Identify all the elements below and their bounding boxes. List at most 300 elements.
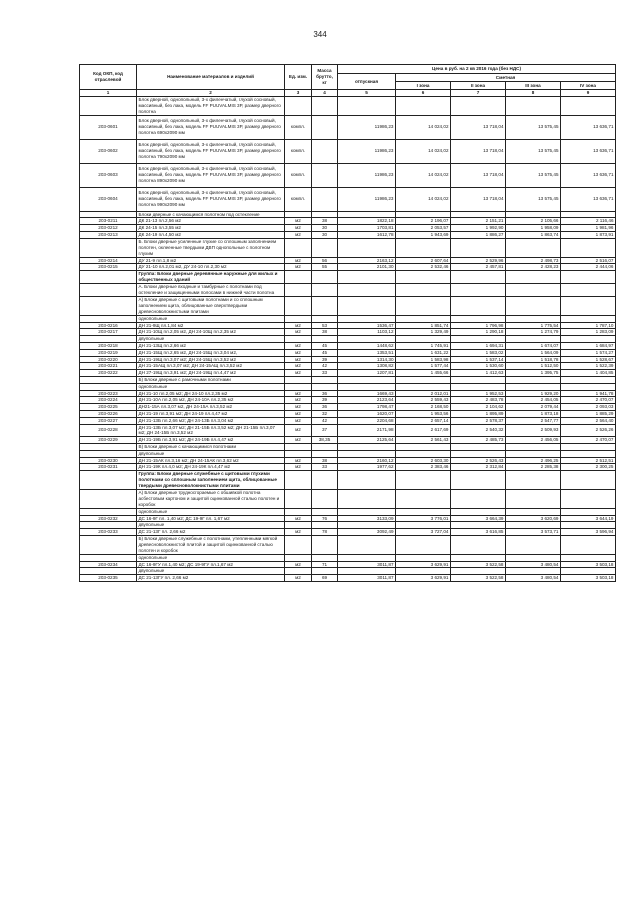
price-otpusk-cell: 1977,62 — [338, 464, 396, 471]
price-zone4-cell: 2 300,25 — [561, 464, 616, 471]
code-cell — [80, 443, 137, 450]
price-zone2-cell: 1 412,63 — [451, 370, 506, 377]
price-zone4-cell: 1 684,97 — [561, 342, 616, 349]
name-cell: А) Блоки дверные с щитовыми полотнами и со сплошным заполнением щита, облицованные сверхтвердыми древесноволокнистыми плитами — [137, 296, 285, 315]
code-cell: 203-0217 — [80, 329, 137, 336]
code-cell: 203-0234 — [80, 561, 137, 568]
price-otpusk-cell: 1448,62 — [338, 342, 396, 349]
price-zone2-cell — [451, 450, 506, 457]
name-cell: Б) Блоки дверные служебные с полотнами, утепленными мягкой древесноволокнистой плитой и защитой оцинкованной сталью полотен и коробок — [137, 536, 285, 555]
price-zone4-cell: 1 283,09 — [561, 329, 616, 336]
price-zone3-cell — [506, 296, 561, 315]
name-cell: ДН 21-19 пл.3,91 м2; ДН 24-19 пл.4,47 м2 — [137, 410, 285, 417]
unit-cell — [285, 238, 312, 257]
price-table — [79, 64, 616, 582]
price-zone4-cell: 2 470,07 — [561, 397, 616, 404]
code-cell — [80, 96, 137, 115]
col-num-8: 8 — [506, 90, 561, 97]
price-zone2-cell: 1 530,60 — [451, 363, 506, 370]
price-zone4-cell — [561, 522, 616, 529]
code-cell — [80, 522, 137, 529]
price-zone2-cell: 13 718,04 — [451, 139, 506, 163]
price-zone3-cell — [506, 508, 561, 515]
price-zone2-cell — [451, 238, 506, 257]
unit-cell: м2 — [285, 363, 312, 370]
price-zone1-cell: 2 607,64 — [396, 257, 451, 264]
table-row — [80, 329, 616, 336]
price-zone2-cell — [451, 554, 506, 561]
price-zone4-cell — [561, 554, 616, 561]
price-zone3-cell — [506, 238, 561, 257]
price-zone3-cell — [506, 554, 561, 561]
unit-cell: м2 — [285, 342, 312, 349]
price-zone1-cell: 3 629,91 — [396, 561, 451, 568]
unit-cell — [285, 296, 312, 315]
mass-cell — [312, 568, 338, 575]
price-zone3-cell: 1 958,09 — [506, 225, 561, 232]
price-zone3-cell: 2 105,66 — [506, 218, 561, 225]
price-zone2-cell — [451, 271, 506, 284]
header-zone-3: III зона — [506, 82, 561, 90]
price-zone1-cell: 2 603,30 — [396, 457, 451, 464]
section-text-row — [80, 490, 616, 509]
header-code: Код ОКП, код отраслевой — [80, 65, 137, 90]
unit-cell: м2 — [285, 575, 312, 582]
mass-cell: 78 — [312, 529, 338, 536]
price-otpusk-cell: 2160,12 — [338, 457, 396, 464]
mass-cell — [312, 284, 338, 297]
name-cell: ДН 21-13Б пл.2,66 м2; ДН 24-13Б пл.3,04 м2 — [137, 417, 285, 424]
price-zone4-cell — [561, 315, 616, 322]
unit-cell: м2 — [285, 349, 312, 356]
mass-cell: 53 — [312, 322, 338, 329]
table-row — [80, 561, 616, 568]
price-zone4-cell: 13 636,71 — [561, 163, 616, 187]
price-zone4-cell: 1 574,27 — [561, 349, 616, 356]
section-text-row — [80, 211, 616, 218]
mass-cell — [312, 508, 338, 515]
code-cell: 203-0214 — [80, 257, 137, 264]
price-zone1-cell: 1 329,49 — [396, 329, 451, 336]
unit-cell: м2 — [285, 457, 312, 464]
price-zone2-cell: 3 616,85 — [451, 529, 506, 536]
price-zone4-cell — [561, 376, 616, 383]
code-cell — [80, 284, 137, 297]
price-otpusk-cell: 11986,23 — [338, 139, 396, 163]
name-cell: ДН 21-15АЩ пл.3,07 м2; ДН 24-15АЩ пл.3,52 м2 — [137, 363, 285, 370]
price-zone1-cell: 14 024,02 — [396, 139, 451, 163]
price-zone2-cell — [451, 211, 506, 218]
table-row — [80, 115, 616, 139]
unit-cell: м2 — [285, 464, 312, 471]
mass-cell: 45 — [312, 342, 338, 349]
name-cell: ДН 21-19К пл.4,0 м2; ДН 24-19К пл.4,47 м2 — [137, 464, 285, 471]
name-cell: однопольные — [137, 554, 285, 561]
price-zone1-cell: 14 024,02 — [396, 187, 451, 211]
price-zone1-cell: 1 943,69 — [396, 231, 451, 238]
table-row — [80, 437, 616, 444]
code-cell — [80, 383, 137, 390]
price-zone1-cell: 2 053,57 — [396, 225, 451, 232]
mass-cell — [312, 296, 338, 315]
price-zone3-cell: 13 575,45 — [506, 139, 561, 163]
price-zone2-cell: 3 522,58 — [451, 575, 506, 582]
mass-cell — [312, 336, 338, 343]
price-zone4-cell — [561, 96, 616, 115]
price-zone1-cell: 2 532,46 — [396, 264, 451, 271]
price-zone2-cell — [451, 296, 506, 315]
price-zone4-cell: 2 470,07 — [561, 437, 616, 444]
unit-cell — [285, 271, 312, 284]
table-row — [80, 529, 616, 536]
price-zone1-cell: 2 383,46 — [396, 464, 451, 471]
price-zone3-cell: 1 863,74 — [506, 231, 561, 238]
name-cell: ДК 21-13 пл.2,56 м2 — [137, 218, 285, 225]
section-text-row — [80, 383, 616, 390]
name-cell: ДН21-15А пл.3,07 м2, ДН 24-15А пл.3,52 м2 — [137, 404, 285, 411]
table-row — [80, 231, 616, 238]
unit-cell: м2 — [285, 417, 312, 424]
price-zone2-cell — [451, 490, 506, 509]
price-zone1-cell: 1 631,22 — [396, 349, 451, 356]
code-cell — [80, 508, 137, 515]
price-zone1-cell: 3 776,01 — [396, 515, 451, 522]
name-cell: ДУ 21-10 пл.2,01 м2, ДУ 24-10 пл.2,30 м2 — [137, 264, 285, 271]
price-zone1-cell: 1 953,56 — [396, 410, 451, 417]
name-cell: ДН 21-10 пл.2,05 м2; ДН 24-10 пл.2,35 м2 — [137, 390, 285, 397]
price-zone2-cell: 2 485,73 — [451, 437, 506, 444]
price-zone2-cell — [451, 471, 506, 490]
name-cell: Группа: Блоки дверные служебные с щитовыми глухими полотнами со сплошным заполнением щита, облицованные твердыми древесноволокнистыми плитами — [137, 471, 285, 490]
name-cell: А. Блоки дверные входные и тамбурные с полотнами под остекление и защищенными полосами в нижней части полотна — [137, 284, 285, 297]
unit-cell: компл. — [285, 115, 312, 139]
price-zone2-cell: 1 796,98 — [451, 322, 506, 329]
price-zone1-cell: 3 727,04 — [396, 529, 451, 536]
price-zone2-cell — [451, 336, 506, 343]
unit-cell: м2 — [285, 225, 312, 232]
code-cell: 203-0212 — [80, 225, 137, 232]
price-zone1-cell — [396, 315, 451, 322]
name-cell: однопольные — [137, 383, 285, 390]
code-cell — [80, 211, 137, 218]
mass-cell — [312, 554, 338, 561]
price-otpusk-cell: 11986,23 — [338, 115, 396, 139]
code-cell: 203-0604 — [80, 187, 137, 211]
name-cell: Блок дверной, однопольный, 3-х филенчатый, глухой сосновый, массивный, без лака, модель FF PUUVALMIS 3P, размер дверного полотна 890х2090 мм — [137, 163, 285, 187]
mass-cell: 38,35 — [312, 437, 338, 444]
table-row — [80, 370, 616, 377]
price-otpusk-cell: 11986,23 — [338, 187, 396, 211]
price-zone2-cell: 1 992,90 — [451, 225, 506, 232]
price-zone4-cell — [561, 296, 616, 315]
unit-cell: компл. — [285, 187, 312, 211]
price-zone1-cell — [396, 568, 451, 575]
col-num-6: 6 — [396, 90, 451, 97]
mass-cell: 33 — [312, 370, 338, 377]
mass-cell: 69 — [312, 575, 338, 582]
section-text-row — [80, 554, 616, 561]
price-zone1-cell — [396, 271, 451, 284]
code-cell — [80, 450, 137, 457]
price-zone3-cell — [506, 383, 561, 390]
price-zone3-cell — [506, 376, 561, 383]
price-zone1-cell — [396, 376, 451, 383]
price-zone4-cell: 2 444,06 — [561, 264, 616, 271]
price-zone1-cell — [396, 238, 451, 257]
unit-cell: м2 — [285, 529, 312, 536]
unit-cell — [285, 536, 312, 555]
mass-cell: 30 — [312, 231, 338, 238]
mass-cell: 32 — [312, 410, 338, 417]
name-cell: ДН 21-9Щ пл.1,84 м2 — [137, 322, 285, 329]
code-cell: 203-0228 — [80, 424, 137, 437]
table-row — [80, 225, 616, 232]
price-zone3-cell: 1 873,18 — [506, 410, 561, 417]
price-zone4-cell: 1 873,91 — [561, 231, 616, 238]
mass-cell — [312, 187, 338, 211]
price-zone3-cell — [506, 211, 561, 218]
price-zone2-cell — [451, 508, 506, 515]
price-otpusk-cell: 3011,87 — [338, 575, 396, 582]
mass-cell — [312, 315, 338, 322]
price-zone3-cell: 1 518,78 — [506, 356, 561, 363]
table-row — [80, 424, 616, 437]
mass-cell: 56 — [312, 257, 338, 264]
price-zone4-cell — [561, 211, 616, 218]
price-zone3-cell — [506, 522, 561, 529]
code-cell — [80, 536, 137, 555]
price-zone1-cell: 1 583,98 — [396, 356, 451, 363]
price-zone1-cell — [396, 96, 451, 115]
unit-cell: м2 — [285, 257, 312, 264]
section-text-row — [80, 508, 616, 515]
price-zone4-cell: 2 093,03 — [561, 404, 616, 411]
unit-cell: компл. — [285, 139, 312, 163]
price-otpusk-cell: 1353,51 — [338, 349, 396, 356]
name-cell: двупольные — [137, 522, 285, 529]
price-otpusk-cell: 2123,64 — [338, 397, 396, 404]
header-name: Наименование материалов и изделий — [137, 65, 285, 90]
section-text-row — [80, 522, 616, 529]
price-zone4-cell: 2 516,07 — [561, 257, 616, 264]
code-cell — [80, 471, 137, 490]
mass-cell — [312, 450, 338, 457]
table-row — [80, 356, 616, 363]
price-otpusk-cell — [338, 336, 396, 343]
price-zone2-cell: 2 457,81 — [451, 264, 506, 271]
col-num-9: 9 — [561, 90, 616, 97]
table-row — [80, 404, 616, 411]
name-cell: ДН 21-13Щ пл.2,66 м2 — [137, 342, 285, 349]
price-otpusk-cell — [338, 383, 396, 390]
price-zone2-cell — [451, 536, 506, 555]
price-zone2-cell: 2 540,32 — [451, 424, 506, 437]
price-zone2-cell: 13 718,04 — [451, 115, 506, 139]
price-zone2-cell: 3 664,39 — [451, 515, 506, 522]
price-zone2-cell: 2 151,21 — [451, 218, 506, 225]
table-row — [80, 457, 616, 464]
price-zone3-cell — [506, 568, 561, 575]
group-heading-row — [80, 471, 616, 490]
price-zone2-cell: 3 522,58 — [451, 561, 506, 568]
price-zone4-cell: 2 512,51 — [561, 457, 616, 464]
price-zone4-cell: 3 503,18 — [561, 561, 616, 568]
mass-cell: 45 — [312, 349, 338, 356]
price-zone2-cell: 1 290,18 — [451, 329, 506, 336]
mass-cell: 37 — [312, 424, 338, 437]
name-cell: ДС 21-13ГУ пл. 2,66 м2 — [137, 575, 285, 582]
header-number-row — [80, 90, 616, 97]
price-zone1-cell: 14 024,02 — [396, 115, 451, 139]
price-zone1-cell: 3 629,91 — [396, 575, 451, 582]
price-zone3-cell: 2 498,73 — [506, 257, 561, 264]
table-row — [80, 187, 616, 211]
price-zone3-cell — [506, 336, 561, 343]
price-zone1-cell: 2 561,43 — [396, 437, 451, 444]
mass-cell — [312, 471, 338, 490]
code-cell: 203-0225 — [80, 404, 137, 411]
price-otpusk-cell — [338, 96, 396, 115]
section-text-row — [80, 336, 616, 343]
unit-cell — [285, 315, 312, 322]
price-zone2-cell — [451, 522, 506, 529]
price-zone1-cell — [396, 296, 451, 315]
mass-cell: 33 — [312, 464, 338, 471]
header-price-group: Цена в руб. на 2 кв 2016 года (без НДС) — [338, 65, 616, 74]
unit-cell: компл. — [285, 163, 312, 187]
section-text-row — [80, 284, 616, 297]
mass-cell — [312, 115, 338, 139]
price-zone4-cell — [561, 536, 616, 555]
mass-cell — [312, 238, 338, 257]
price-zone3-cell — [506, 536, 561, 555]
code-cell: 203-0226 — [80, 410, 137, 417]
price-zone2-cell — [451, 315, 506, 322]
price-otpusk-cell: 1536,47 — [338, 322, 396, 329]
mass-cell: 36 — [312, 390, 338, 397]
mass-cell — [312, 96, 338, 115]
name-cell: ДК 24-15 пл.3,55 м2 — [137, 225, 285, 232]
header-zone-2: II зона — [451, 82, 506, 90]
header-unit: Ед. изм. — [285, 65, 312, 90]
price-zone4-cell — [561, 471, 616, 490]
code-cell: 203-0224 — [80, 397, 137, 404]
name-cell: Блок дверной, однопольный, 3-х филенчатый, глухой сосновый, массивный, без лака, модель FF PUUVALMIS 3P, размер дверного полотна 990х2090 мм — [137, 187, 285, 211]
price-otpusk-cell — [338, 238, 396, 257]
price-otpusk-cell: 2125,64 — [338, 437, 396, 444]
mass-cell: 42 — [312, 363, 338, 370]
price-otpusk-cell — [338, 211, 396, 218]
price-otpusk-cell — [338, 376, 396, 383]
table-row — [80, 575, 616, 582]
price-zone2-cell: 13 718,04 — [451, 163, 506, 187]
code-cell: 203-0222 — [80, 370, 137, 377]
price-zone4-cell: 13 636,71 — [561, 139, 616, 163]
price-zone3-cell: 2 285,38 — [506, 464, 561, 471]
price-zone1-cell — [396, 211, 451, 218]
code-cell — [80, 568, 137, 575]
price-zone3-cell: 2 496,25 — [506, 457, 561, 464]
unit-cell: м2 — [285, 329, 312, 336]
code-cell — [80, 376, 137, 383]
price-zone4-cell — [561, 383, 616, 390]
price-zone4-cell — [561, 238, 616, 257]
mass-cell — [312, 376, 338, 383]
code-cell: 203-0229 — [80, 437, 137, 444]
price-zone4-cell: 1 787,10 — [561, 322, 616, 329]
code-cell: 203-0219 — [80, 349, 137, 356]
price-otpusk-cell — [338, 536, 396, 555]
unit-cell — [285, 383, 312, 390]
header-zone-4: IV зона — [561, 82, 616, 90]
price-zone4-cell — [561, 568, 616, 575]
price-zone4-cell — [561, 508, 616, 515]
unit-cell — [285, 211, 312, 218]
unit-cell: м2 — [285, 390, 312, 397]
unit-cell — [285, 450, 312, 457]
price-zone3-cell: 1 775,54 — [506, 322, 561, 329]
name-cell: ДС 16-9Г пл. 1,40 м2; ДС 19-9Г пл. 1,67 м2 — [137, 515, 285, 522]
name-cell: двупольные — [137, 336, 285, 343]
unit-cell — [285, 471, 312, 490]
name-cell: Группа: Блоки дверные деревянные наружные для жилых и общественных зданий — [137, 271, 285, 284]
price-otpusk-cell — [338, 522, 396, 529]
header-smetnaya: Сметная — [396, 74, 616, 82]
price-otpusk-cell: 2171,98 — [338, 424, 396, 437]
section-text-row — [80, 568, 616, 575]
name-cell: однопольные — [137, 315, 285, 322]
unit-cell: м2 — [285, 264, 312, 271]
mass-cell — [312, 139, 338, 163]
price-zone1-cell — [396, 536, 451, 555]
code-cell: 203-0216 — [80, 322, 137, 329]
price-zone2-cell — [451, 96, 506, 115]
price-zone1-cell: 2 196,07 — [396, 218, 451, 225]
price-zone3-cell: 2 456,05 — [506, 437, 561, 444]
mass-cell — [312, 443, 338, 450]
code-cell: 203-0213 — [80, 231, 137, 238]
price-otpusk-cell — [338, 554, 396, 561]
code-cell: 203-0235 — [80, 575, 137, 582]
unit-cell — [285, 522, 312, 529]
col-num-7: 7 — [451, 90, 506, 97]
name-cell: Б) Блоки дверные с рамочными полотнами — [137, 376, 285, 383]
price-zone2-cell: 2 526,43 — [451, 457, 506, 464]
mass-cell: 42 — [312, 417, 338, 424]
price-zone3-cell: 13 575,45 — [506, 163, 561, 187]
price-zone2-cell: 1 583,02 — [451, 349, 506, 356]
unit-cell: м2 — [285, 404, 312, 411]
price-zone3-cell — [506, 96, 561, 115]
table-row — [80, 264, 616, 271]
code-cell: 203-0602 — [80, 139, 137, 163]
mass-cell — [312, 211, 338, 218]
price-zone1-cell — [396, 336, 451, 343]
price-zone4-cell: 3 644,19 — [561, 515, 616, 522]
price-zone2-cell — [451, 443, 506, 450]
section-text-row — [80, 296, 616, 315]
code-cell — [80, 490, 137, 509]
price-zone3-cell — [506, 271, 561, 284]
code-cell: 203-0218 — [80, 342, 137, 349]
section-text-row — [80, 443, 616, 450]
price-zone2-cell: 2 104,62 — [451, 404, 506, 411]
unit-cell: м2 — [285, 231, 312, 238]
price-otpusk-cell: 1308,82 — [338, 363, 396, 370]
unit-cell — [285, 508, 312, 515]
unit-cell: м2 — [285, 424, 312, 437]
price-zone2-cell — [451, 383, 506, 390]
